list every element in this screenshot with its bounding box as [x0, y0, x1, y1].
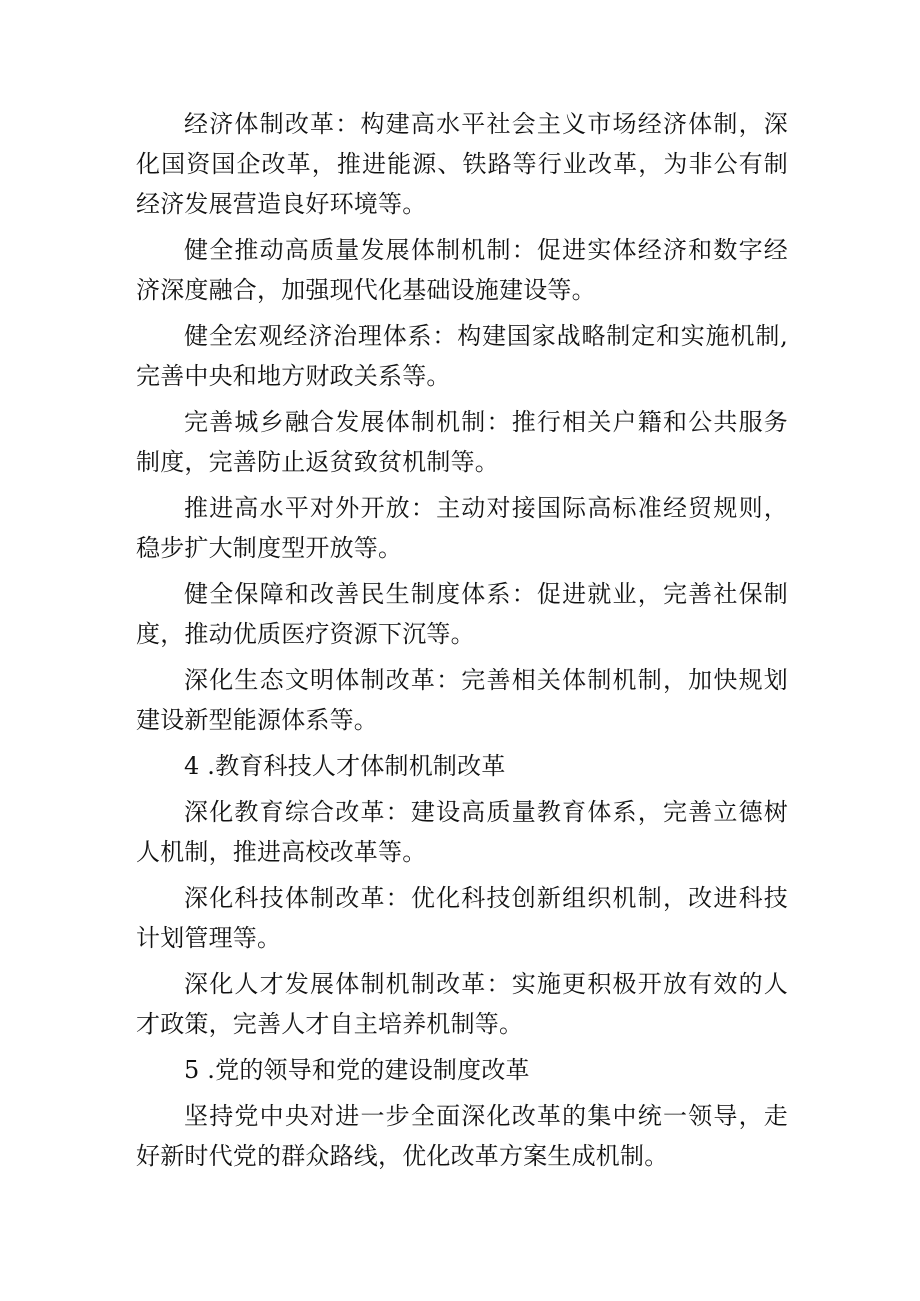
section-heading-5: 5 .党的领导和党的建设制度改革: [184, 1056, 530, 1084]
paragraph-ecological: 深化生态文明体制改革：完善相关体制机制，加快规划建设新型能源体系等。: [136, 666, 788, 734]
paragraph-party-leadership: 坚持党中央对进一步全面深化改革的集中统一领导，走好新时代党的群众路线，优化改革方案生成机制。: [136, 1102, 788, 1170]
paragraph-opening-up: 推进高水平对外开放：主动对接国际高标准经贸规则，稳步扩大制度型开放等。: [136, 494, 788, 562]
paragraph-macro-governance: 健全宏观经济治理体系：构建国家战略制定和实施机制,完善中央和地方财政关系等。: [136, 322, 788, 390]
paragraph-livelihood: 健全保障和改善民生制度体系：促进就业，完善社保制度，推动优质医疗资源下沉等。: [136, 580, 788, 648]
section-heading-4: 4 .教育科技人才体制机制改革: [184, 752, 506, 780]
paragraph-education-reform: 深化教育综合改革：建设高质量教育体系，完善立德树人机制，推进高校改革等。: [136, 798, 788, 866]
paragraph-science-reform: 深化科技体制改革：优化科技创新组织机制，改进科技计划管理等。: [136, 884, 788, 952]
paragraph-urban-rural-integration: 完善城乡融合发展体制机制：推行相关户籍和公共服务制度，完善防止返贫致贫机制等。: [136, 408, 788, 476]
paragraph-talent-reform: 深化人才发展体制机制改革：实施更积极开放有效的人才政策，完善人才自主培养机制等。: [136, 970, 788, 1038]
paragraph-high-quality-development: 健全推动高质量发展体制机制：促进实体经济和数字经济深度融合，加强现代化基础设施建设等。: [136, 236, 788, 304]
paragraph-economic-reform: 经济体制改革：构建高水平社会主义市场经济体制，深化国资国企改革，推进能源、铁路等行业改革，为非公有制经济发展营造良好环境等。: [136, 110, 788, 218]
document-body: [136, 104, 788, 1182]
